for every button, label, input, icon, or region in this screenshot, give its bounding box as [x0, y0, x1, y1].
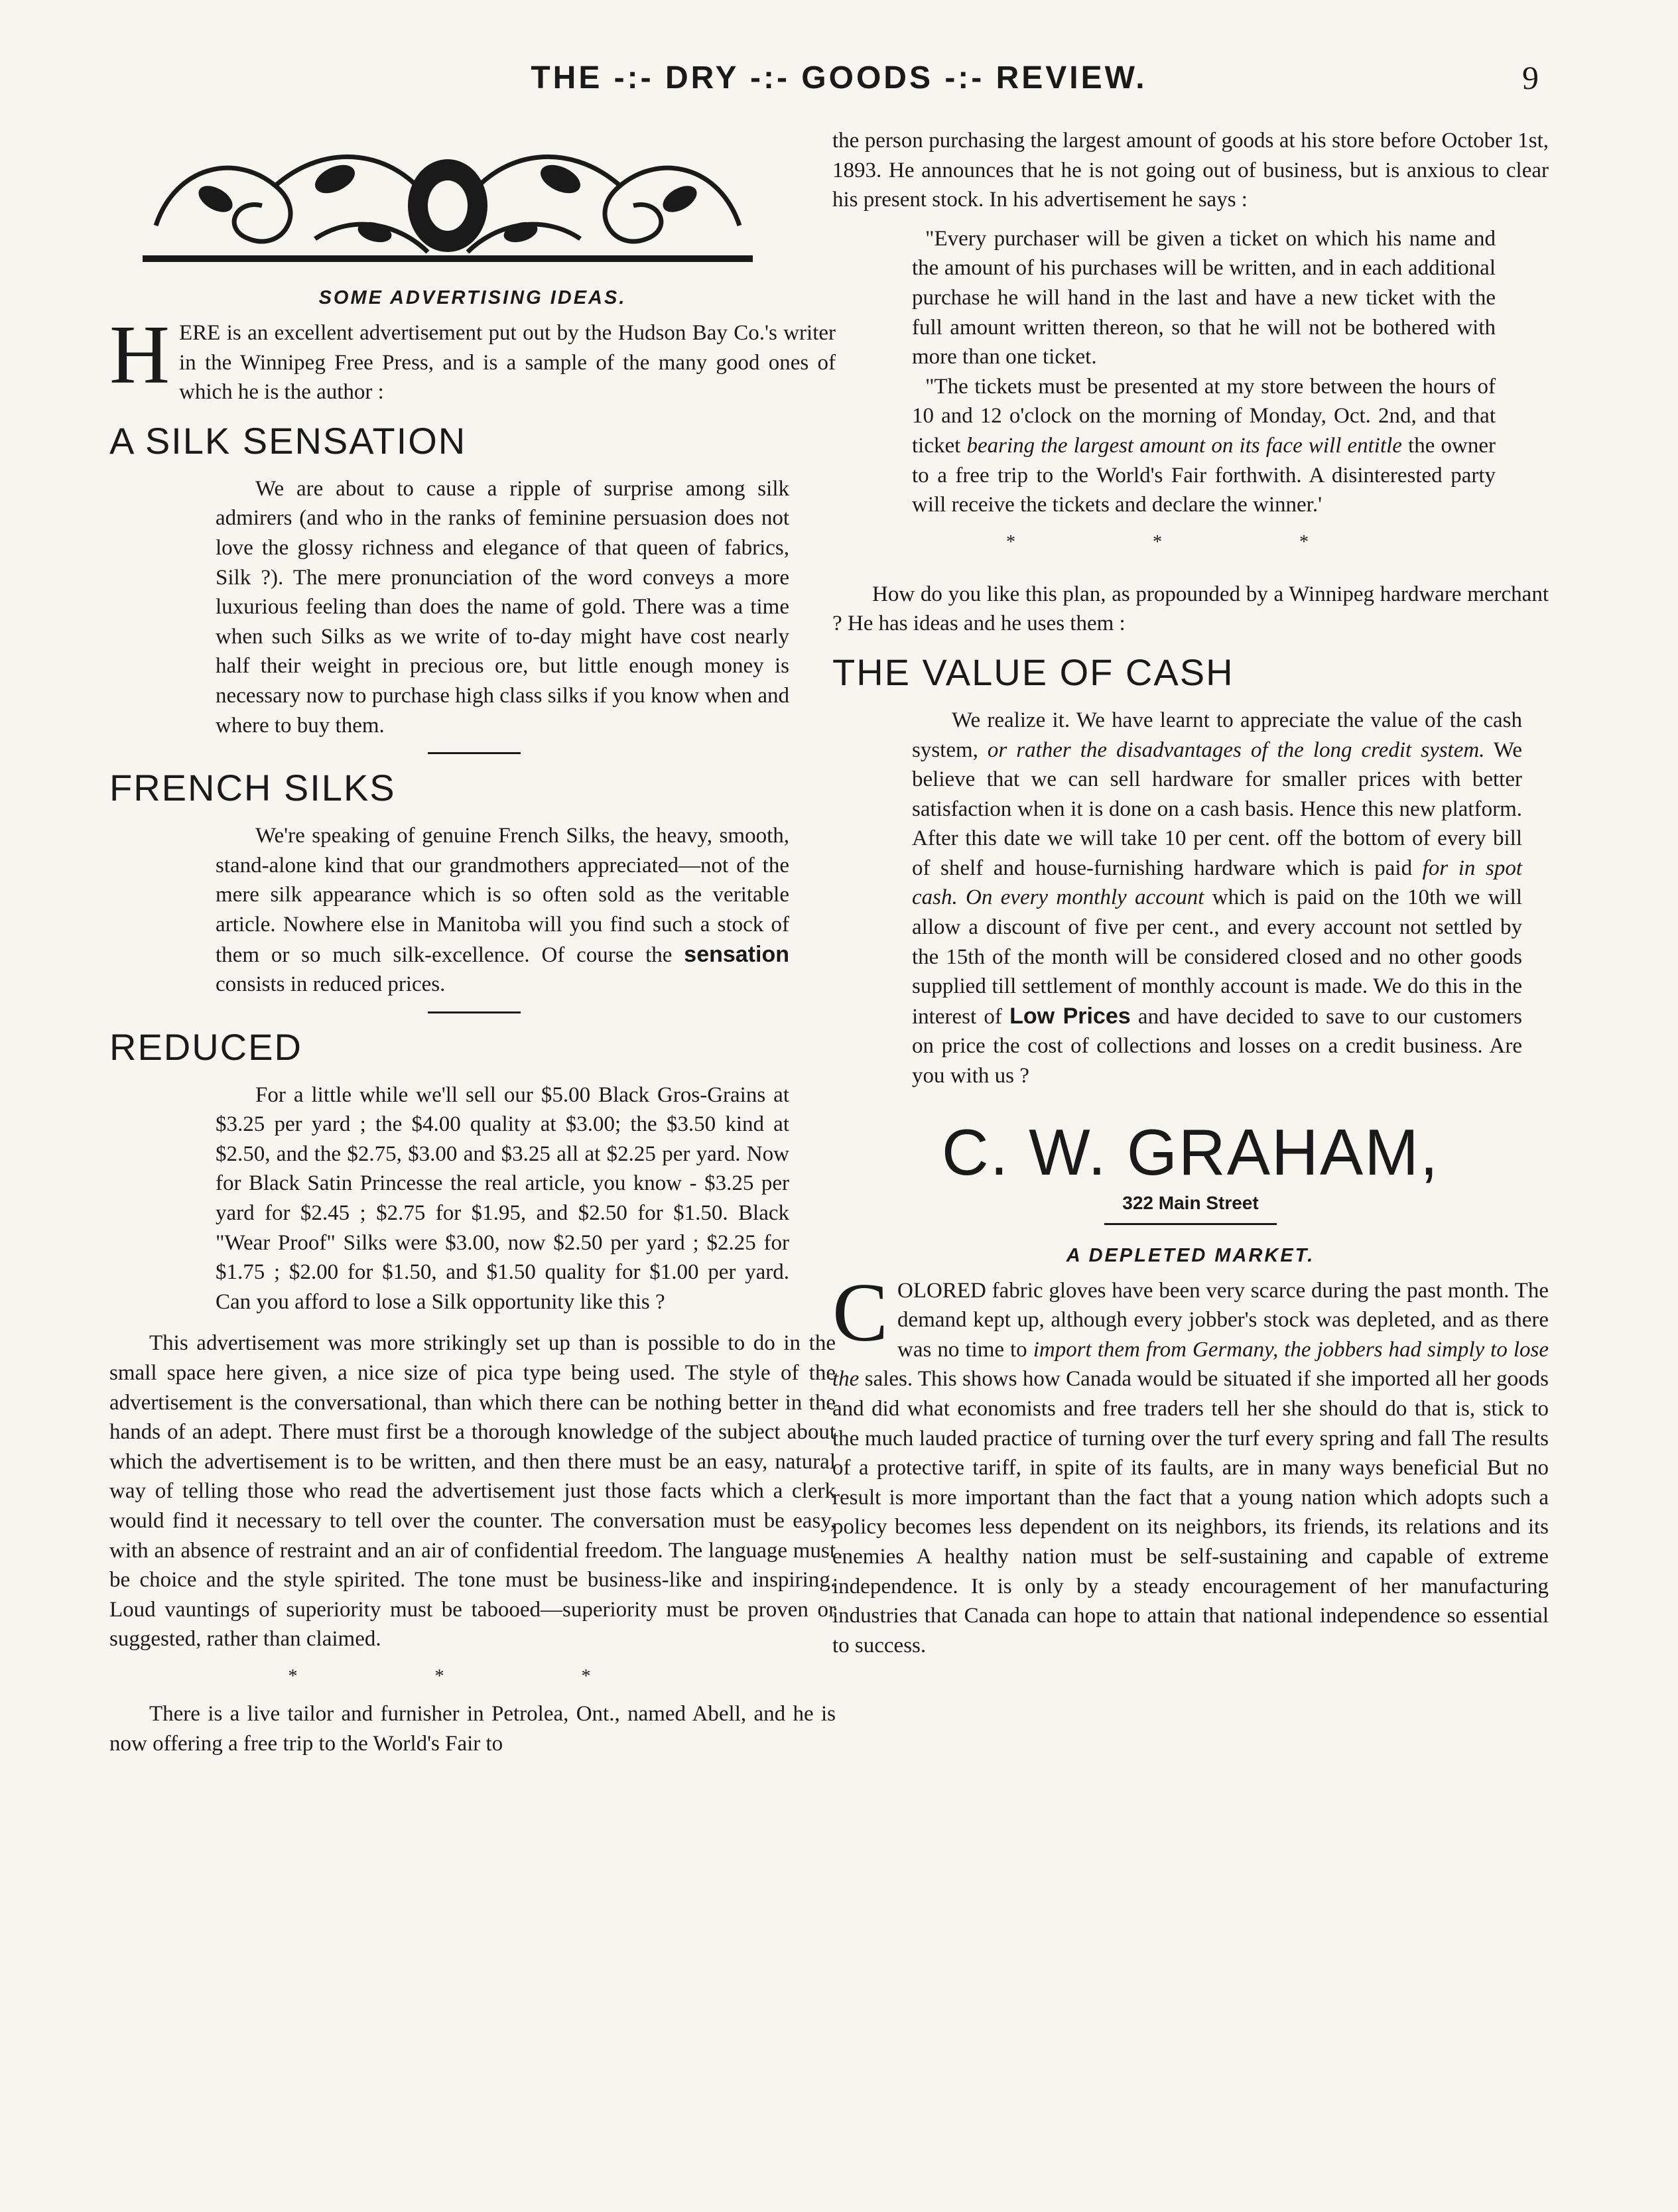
ad-heading-silk-sensation: A SILK SENSATION [109, 419, 467, 462]
intro-text: ERE is an excellent advertisement put out by the Hudson Bay Co.'s writer in the Winnipeg Free Press, and is a sample of the many good ones of which he is the author : [179, 321, 836, 405]
advertiser-address: 322 Main Street [1122, 1192, 1259, 1213]
ad-silk-sensation-body: We are about to cause a ripple of surprise among silk admirers (and who in the ranks of feminine persuasion does not love the glossy richness and elegance of that queen of fabrics, Silk ?). The mere pronunciation of the word conveys a more luxurious feeling than does the name of gold. There was a time when such Silks as we write of to-day might have cost nearly half their weight in precious ore, but little enough money is necessary now to purchase high class silks if you know when and where to buy them. [216, 476, 789, 738]
plan-paragraph: How do you like this plan, as propounded by a Winnipeg hardware merchant ? He has ideas and he uses them : [832, 582, 1549, 636]
ad-french-silks [216, 821, 789, 1000]
cash-italic-1: or rather the disadvantages of the long credit system. [987, 738, 1485, 762]
ad-reduced [216, 1080, 789, 1317]
quote-2-text-b: the owner to a free trip to the World's Fair forthwith. A disinterested party will receive the tickets and declare the winner.' [912, 433, 1496, 517]
tailor-paragraph: There is a live tailor and furnisher in Petrolea, Ont., named Abell, and he is now offering a free trip to the World's Fair to [109, 1701, 836, 1756]
quoted-advertisement [912, 224, 1496, 520]
divider-rule [1104, 1223, 1277, 1225]
drop-cap-h: H [109, 309, 170, 401]
divider-rule [428, 1011, 521, 1013]
intro-paragraph [109, 309, 836, 407]
depleted-italic: import them from Germany, the jobbers had simply to lose the [832, 1337, 1549, 1392]
ad-heading-french-silks: FRENCH SILKS [109, 767, 396, 809]
section-title-depleted-market: A DEPLETED MARKET. [1066, 1244, 1315, 1266]
ad-french-silks-text-b: consists in reduced prices. [216, 972, 446, 997]
page-number: 9 [1522, 59, 1539, 96]
drop-cap-c: C [832, 1266, 889, 1359]
ad-reduced-body: For a little while we'll sell our $5.00 Black Gros-Grains at $3.25 per yard ; the $4.00 quality at $3.00; the $3.50 kind at $2.50, and the $2.75, $3.00 and $3.25 all at $2.25 per yard. Now for Black Satin Princesse the real article, you know - $3.25 per yard for $2.45 ; $2.75 for $1.95, and $2.50 for $1.50. Black "Wear Proof" Silks were $3.00, now $2.50 per yard ; $2.25 for $1.75 ; $2.00 for $1.50, and $1.50 quality for $1.00 per yard. Can you afford to lose a Silk opportunity like this ? [216, 1082, 789, 1314]
ad-heading-reduced: REDUCED [109, 1025, 302, 1068]
ad-value-of-cash [912, 706, 1522, 1091]
divider-rule [428, 752, 521, 754]
quote-paragraph-1: "Every purchaser will be given a ticket on which his name and the amount of his purchases will be written, and in each additional purchase he will hand in the last and have a new ticket with the full amount written thereon, so that he will not be bothered with more than one ticket. [912, 226, 1496, 369]
ad-heading-value-of-cash: THE VALUE OF CASH [832, 651, 1234, 693]
quote-2-text-a: "The tickets must be presented at my store between the hours of 10 and 12 o'clock on the morning of Monday, Oct. 2nd, and that ticket [912, 374, 1496, 458]
quote-paragraph-2 [912, 372, 1496, 520]
left-column [109, 126, 836, 1758]
ad-french-silks-text-a: We're speaking of genuine French Silks, the heavy, smooth, stand-alone kind that our grandmothers appreciated—not of the mere silk appearance which is so often sold as the veritable article. Nowhere else in Manitoba will you find such a stock of them or so much silk-excellence. Of course the [216, 824, 789, 967]
cash-emphasis-low-prices: Low Prices [1009, 1003, 1131, 1029]
ad-value-of-cash-body [912, 706, 1522, 1091]
quote-2-italic: bearing the largest amount on its face will entitle [966, 433, 1402, 458]
cash-text-d: and have decided to save to our customers on price the cost of collections and losses on a credit business. Are you with us ? [912, 1004, 1523, 1088]
right-column [832, 126, 1549, 1660]
section-stars: * * * [1006, 531, 1375, 553]
cash-text-b: We believe that we can sell hardware for smaller prices with better satisfaction when it is done on a cash basis. Hence this new platform. After this date we will take 10 per cent. off the bottom of every bill of shelf and house-furnishing hardware which is paid [912, 738, 1523, 880]
continuation-paragraph: the person purchasing the largest amount of goods at his store before October 1st, 1893. He announces that he is not going out of business, but is anxious to clear his present stock. In his advertisement he says : [832, 129, 1549, 212]
ad-silk-sensation [216, 474, 789, 740]
depleted-text-b: sales. This shows how Canada would be situated if she imported all her goods and did what economists and free traders tell her she should do that is, stick to the much lauded practice of turning over the turf every spring and fall The results of a protective tariff, in spite of its faults, are in many ways beneficial But no result is more important than the fact that a young nation which adopts such a policy becomes less dependent on its neighbors, its friends, its relations and its enemies A healthy nation must be self-sustaining and capable of extreme independence. It is only by a steady encouragement of her manufacturing industries that Canada can hope to attain that national independence so essential to success. [832, 1367, 1549, 1658]
running-header: THE -:- DRY -:- GOODS -:- REVIEW. [531, 60, 1147, 96]
ad-french-silks-emphasis: sensation [684, 941, 789, 967]
commentary-paragraph: This advertisement was more strikingly set up than is possible to do in the small space here given, a nice size of pica type being used. The style of the advertisement is the conversational, than which there can be nothing better in the hands of an adept. There must first be a thorough knowledge of the subject about which the advertisement is to be written, and then there must be an easy, natural way of telling those who read the advertisement just those facts which a clerk would find it necessary to tell over the counter. The conversation must be easy, with an absence of restraint and an air of confidential freedom. The language must be choice and the style spirited. The tone must be business-like and inspiring. Loud vauntings of superiority must be tabooed—superiority must be proven or suggested, rather than claimed. [109, 1331, 836, 1652]
ad-french-silks-body [216, 821, 789, 1000]
cash-text-a: We realize it. We have learnt to appreciate the value of the cash system, [912, 708, 1522, 762]
advertiser-signature: C. W. GRAHAM, [941, 1115, 1440, 1189]
depleted-text-a: OLORED fabric gloves have been very scarce during the past month. The demand kept up, although every jobber's stock was depleted, and as there was no time to [897, 1278, 1549, 1362]
section-stars: * * * [288, 1665, 657, 1687]
cash-text-c: which is paid on the 10th we will allow a discount of five per cent., and every account not settled by the 15th of the month will be considered closed and no other goods supplied till settlement of monthly account is made. We do this in the interest of [912, 885, 1523, 1029]
depleted-market-paragraph [832, 1266, 1549, 1661]
floral-scroll-ornament-icon [116, 126, 779, 279]
section-title-advertising: SOME ADVERTISING IDEAS. [318, 287, 627, 308]
cash-italic-2: for in spot cash. On every monthly account [912, 856, 1522, 910]
